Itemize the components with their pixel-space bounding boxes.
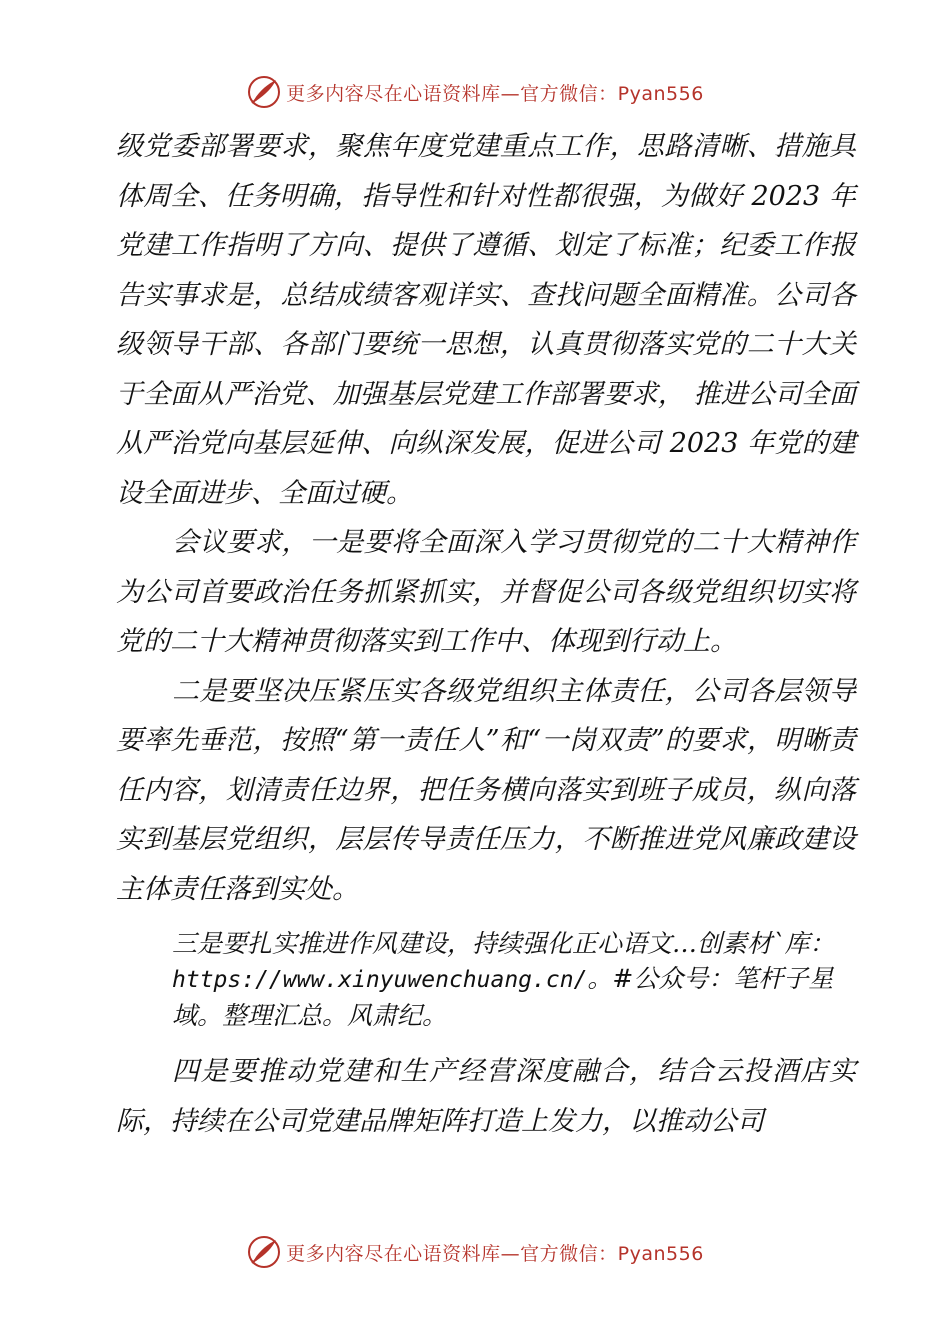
website-url: https://www.xinyuwenchuang.cn/ xyxy=(172,967,588,993)
paragraph-1: 级党委部署要求，聚焦年度党建重点工作，思路清晰、措施具体周全、任务明确，指导性和针对性都很强，为做好 2023 年党建工作指明了方向、提供了遵循、划定了标准；纪委工作报告实事求是，总结成绩客观详实、查找问题全面精准。公司各级领导干部、各部门要统一思想，认真贯彻落实党的二十大关于全面从严治党、加强基层党建工作部署要求， 推进公司全面从严治党向基层延伸、向纵深发展，促进公司 2023 年党的建设全面进步、全面过硬。 xyxy=(116,131,856,509)
quill-logo-icon xyxy=(246,74,282,110)
quill-logo-icon xyxy=(246,1234,282,1270)
paragraph-4-text-a: 三是要扎实推进作风建设，持续强化正心语文…创素材`库： xyxy=(172,929,835,958)
paragraph-2: 会议要求，一是要将全面深入学习贯彻党的二十大精神作为公司首要政治任务抓紧抓实，并督促公司各级党组织切实将党的二十大精神贯彻落实到工作中、体现到行动上。 xyxy=(116,527,856,657)
paragraph-4-text-b: 。#公众号：笔杆子星域。整理汇总。风肃纪。 xyxy=(172,964,834,1030)
paragraph-3: 二是要坚决压紧压实各级党组织主体责任，公司各层领导要率先垂范，按照“第一责任人”和“一岗双责”的要求，明晰责任内容，划清责任边界，把任务横向落实到班子成员，纵向落实到基层党组织，层层传导责任压力，不断推进党风廉政建设主体责任落到实处。 xyxy=(116,675,856,905)
document-body xyxy=(116,122,856,1146)
footer-banner-text: 更多内容尽在心语资料库—官方微信：Pyan556 xyxy=(286,1242,704,1265)
footer-banner xyxy=(0,1232,950,1272)
header-banner xyxy=(0,72,950,112)
paragraph-4 xyxy=(172,920,856,1033)
paragraph-5: 四是要推动党建和生产经营深度融合，结合云投酒店实际，持续在公司党建品牌矩阵打造上发力，以推动公司 xyxy=(116,1056,856,1137)
header-banner-text: 更多内容尽在心语资料库—官方微信：Pyan556 xyxy=(286,82,704,105)
